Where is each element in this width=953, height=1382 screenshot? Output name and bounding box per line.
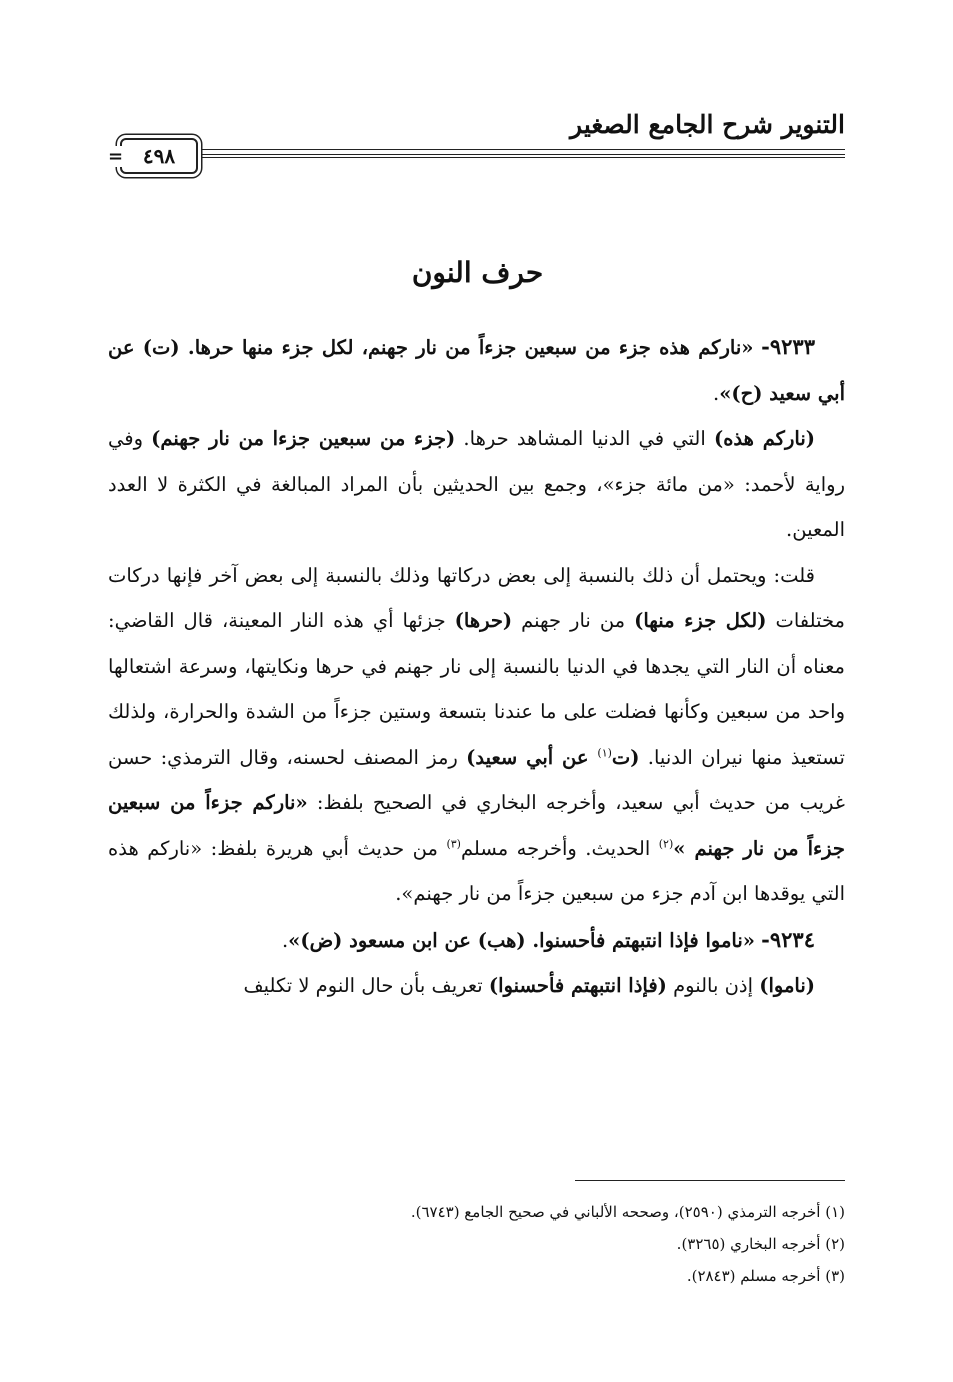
punctuation: . [281,928,289,952]
commentary-text: التي في الدنيا المشاهد حرها. [455,427,714,450]
footnotes [108,1196,845,1292]
footnote-ref-2[interactable]: (٢) [658,837,674,850]
running-title: التنوير شرح الجامع الصغير [570,110,845,139]
punctuation: . [713,381,720,405]
page-number-mark: = [108,146,124,167]
commentary-text: من حديث أبي هريرة بلفظ: «ناركم هذه التي يوقدها ابن آدم جزء من سبعين جزءاً من نار جهنم». [108,836,845,905]
quoted-term: (ناموا) [759,974,815,997]
hadith-9234 [108,917,845,964]
footnote-ref-1[interactable]: (١) [597,746,612,759]
quoted-term: «ناركم جزءاً من سبعين جزءاً من نار جهنم » [108,791,845,860]
footnote-1: (١) أخرجه الترمذي (٢٥٩٠)، وصححه الألباني في صحيح الجامع (٦٧٤٣). [410,1203,845,1221]
commentary-text: تعريف بأن حال النوم لا تكليف [243,974,489,997]
commentary-paragraph-3 [108,963,845,1009]
hadith-text: «ناموا فإذا انتبهتم فأحسنوا. (هب) عن ابن مسعود (ض)» [288,928,755,952]
commentary-paragraph-1 [108,416,845,553]
hadith-number: ٩٢٣٤- [761,926,815,952]
quoted-term: (فإذا انتبهتم فأحسنوا) [488,974,667,997]
header-rule-double [110,154,845,158]
quoted-term: (حرها) [454,609,513,632]
commentary-text: من نار جهنم [512,609,635,632]
footnote-3: (٣) أخرجه مسلم (٢٨٤٣). [686,1267,845,1285]
hadith-number: ٩٢٣٣- [761,334,815,359]
page-number: ٤٩٨ [120,138,198,174]
quoted-term: (جزء من سبعين جزءا من نار جهنم) [151,427,456,450]
quoted-term: (لكل جزء منها) [634,609,767,632]
page-header [110,108,845,178]
footnote-ref-3[interactable]: (٣) [446,837,461,850]
hadith-text: «ناركم هذه جزء من سبعين جزءاً من نار جهنم، لكل جزء منها حرها. (ت) عن أبي سعيد (ح)» [108,336,845,405]
footnote-2: (٢) أخرجه البخاري (٣٢٦٥). [676,1235,845,1253]
commentary-text: جزئها أي هذه النار المعينة، قال القاضي: معناه أن النار التي يجدها في الدنيا بالنسبة إلى نار جهنم في حرها ونكايتها، وسرعة اشتعالها واحد من سبعين وكأنها فضلت على ما عندنا بتسعة وستين جزءاً من الشدة والحرارة، ولذلك تستعيذ منها نيران الدنيا. [108,609,845,769]
main-text [108,324,845,1009]
quoted-term: (ت [611,745,640,769]
hadith-9233 [108,324,845,416]
footnote-separator [575,1180,845,1181]
header-rule-thin [110,149,845,150]
commentary-text: قلت: ويحتمل أن ذلك بالنسبة إلى بعض دركاتها وذلك بالنسبة إلى بعض آخر فإنها دركات مختلفات [108,563,845,632]
quoted-term: (ناركم هذه) [713,427,815,450]
section-title: حرف النون [411,256,544,289]
quoted-term: عن أبي سعيد) [466,745,598,769]
commentary-text: الحديث. وأخرجه مسلم [460,836,659,860]
commentary-text: رمز المصنف لحسنه، وقال الترمذي: حسن غريب من حديث أبي سعيد، وأخرجه البخاري في الصحيح بلفظ: [108,745,845,814]
commentary-text: وفي رواية لأحمد: «من مائة جزء»، وجمع بين الحديثين بأن المراد المبالغة في الكثرة لا العدد المعين. [108,427,845,541]
commentary-text: إذن بالنوم [666,974,760,997]
commentary-paragraph-2 [108,553,845,917]
